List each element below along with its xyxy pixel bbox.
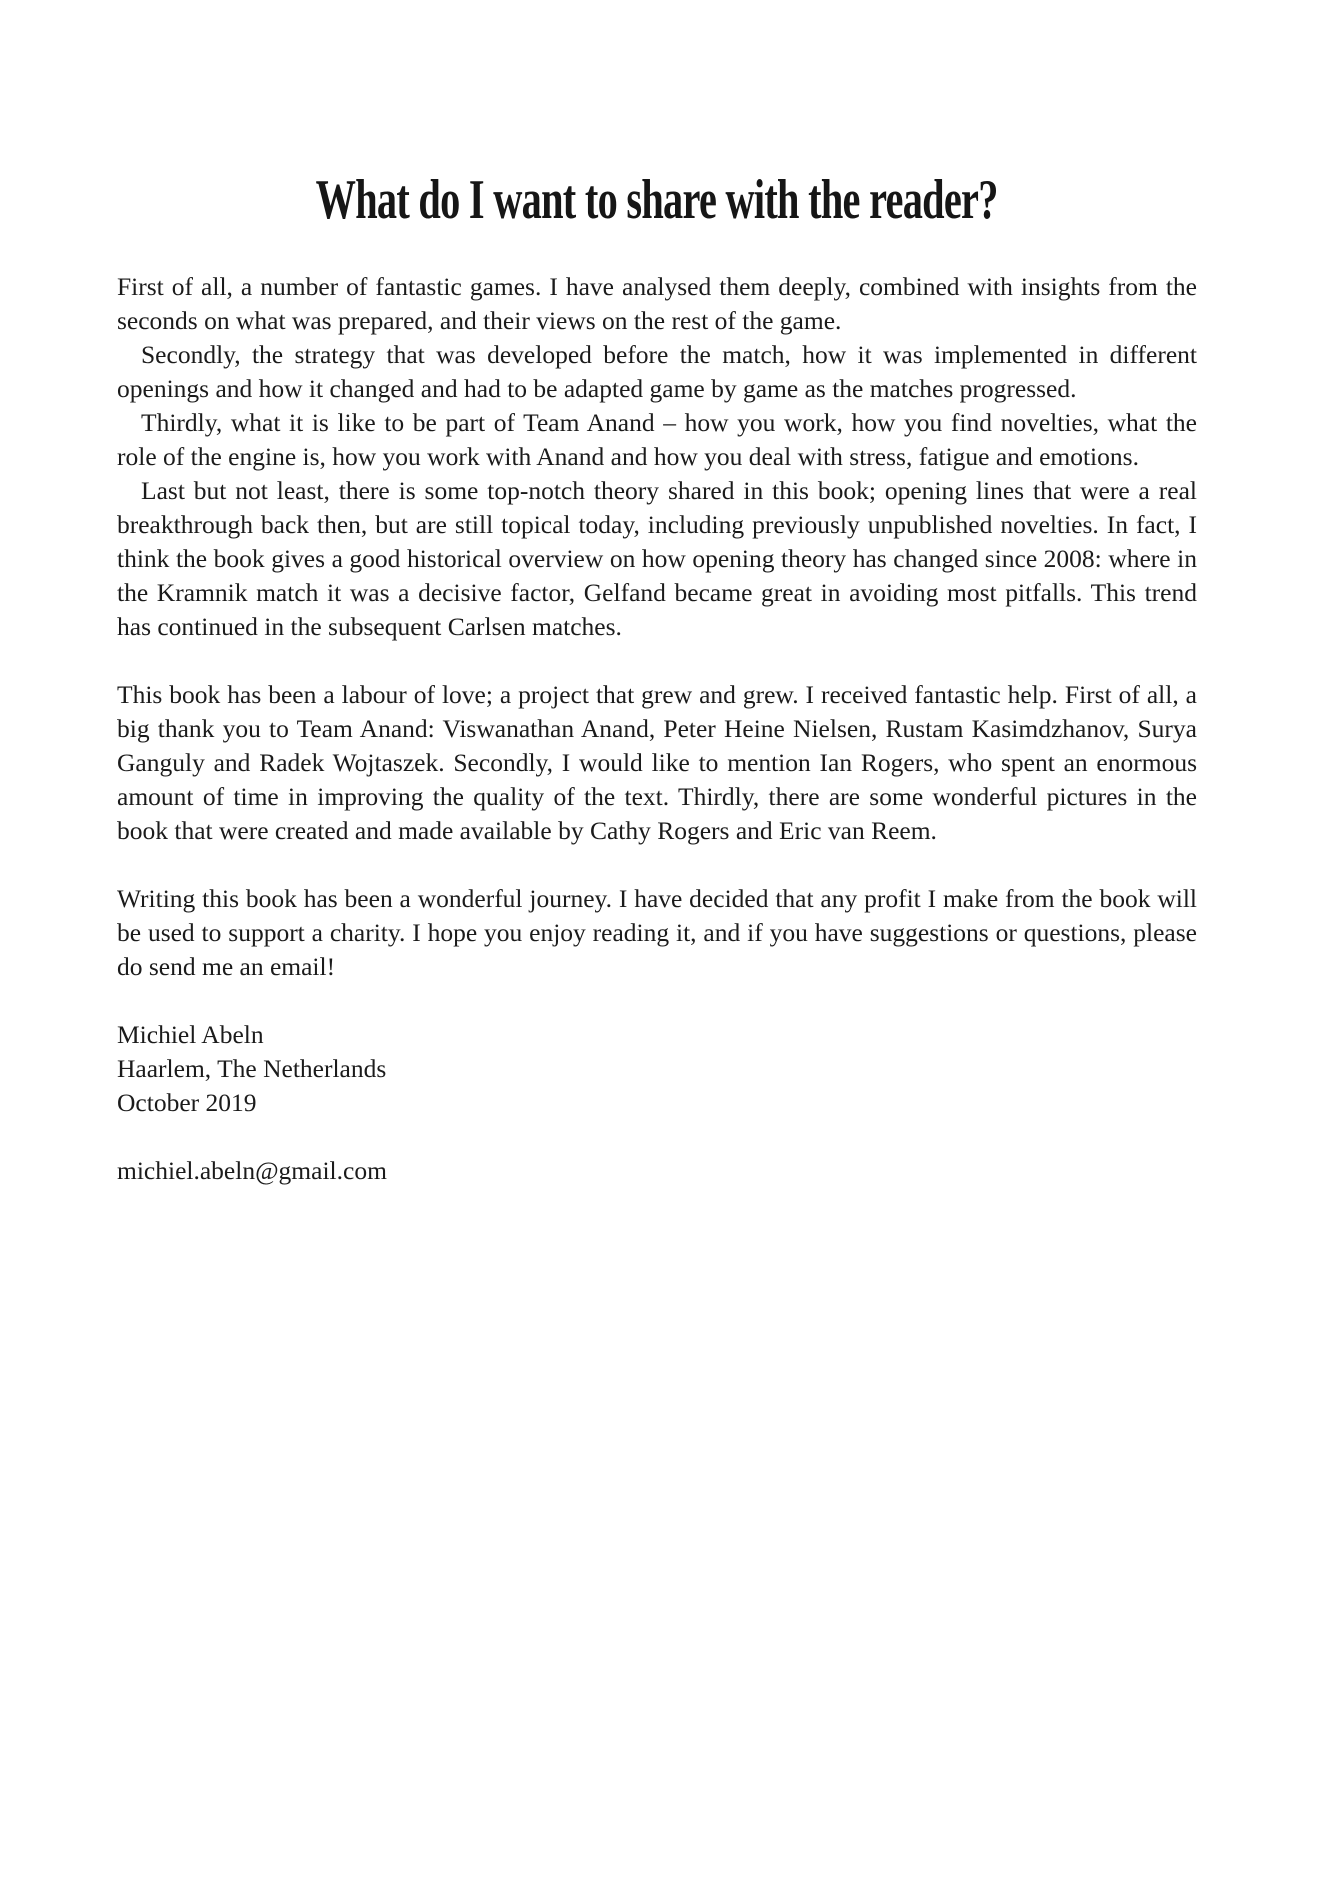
signature-location: Haarlem, The Netherlands: [117, 1054, 387, 1083]
paragraph-first-of-all: First of all, a number of fantastic games. I have analysed them deeply, combined with insights from the seconds on what was prepared, and their views on the rest of the game.: [117, 272, 1197, 335]
paragraph-wonderful-journey: Writing this book has been a wonderful journey. I have decided that any profit I make from the book will be used to support a charity. I hope you enjoy reading it, and if you have suggestions or questions, please do send me an email!: [117, 884, 1197, 981]
signature-date: October 2019: [117, 1088, 257, 1117]
page-title-text: What do I want to share with the reader?: [315, 169, 999, 231]
page-title: [117, 168, 1197, 232]
page-content: [117, 168, 1197, 1188]
paragraph-last-but-not-least: Last but not least, there is some top-notch theory shared in this book; opening lines that were a real breakthrough back then, but are still topical today, including previously unpublished novelties. In fact, I think the book gives a good historical overview on how opening theory has changed since 2008: where in the Kramnik match it was a decisive factor, Gelfand became great in avoiding most pitfalls. This trend has continued in the subsequent Carlsen matches.: [117, 476, 1197, 641]
signature-name: Michiel Abeln: [117, 1020, 264, 1049]
signature-block: [117, 1018, 1197, 1120]
email-address: michiel.abeln@gmail.com: [117, 1156, 387, 1185]
paragraph-thirdly: Thirdly, what it is like to be part of Team Anand – how you work, how you find novelties, what the role of the engine is, how you work with Anand and how you deal with stress, fatigue and emotions.: [117, 408, 1197, 471]
paragraph-labour-of-love: This book has been a labour of love; a project that grew and grew. I received fantastic help. First of all, a big thank you to Team Anand: Viswanathan Anand, Peter Heine Nielsen, Rustam Kasimdzhanov, Surya Ganguly and Radek Wojtaszek. Secondly, I would like to mention Ian Rogers, who spent an enormous amount of time in improving the quality of the text. Thirdly, there are some wonderful pictures in the book that were created and made available by Cathy Rogers and Eric van Reem.: [117, 680, 1197, 845]
paragraph-secondly: Secondly, the strategy that was developed before the match, how it was implemented in different openings and how it changed and had to be adapted game by game as the matches progressed.: [117, 340, 1197, 403]
